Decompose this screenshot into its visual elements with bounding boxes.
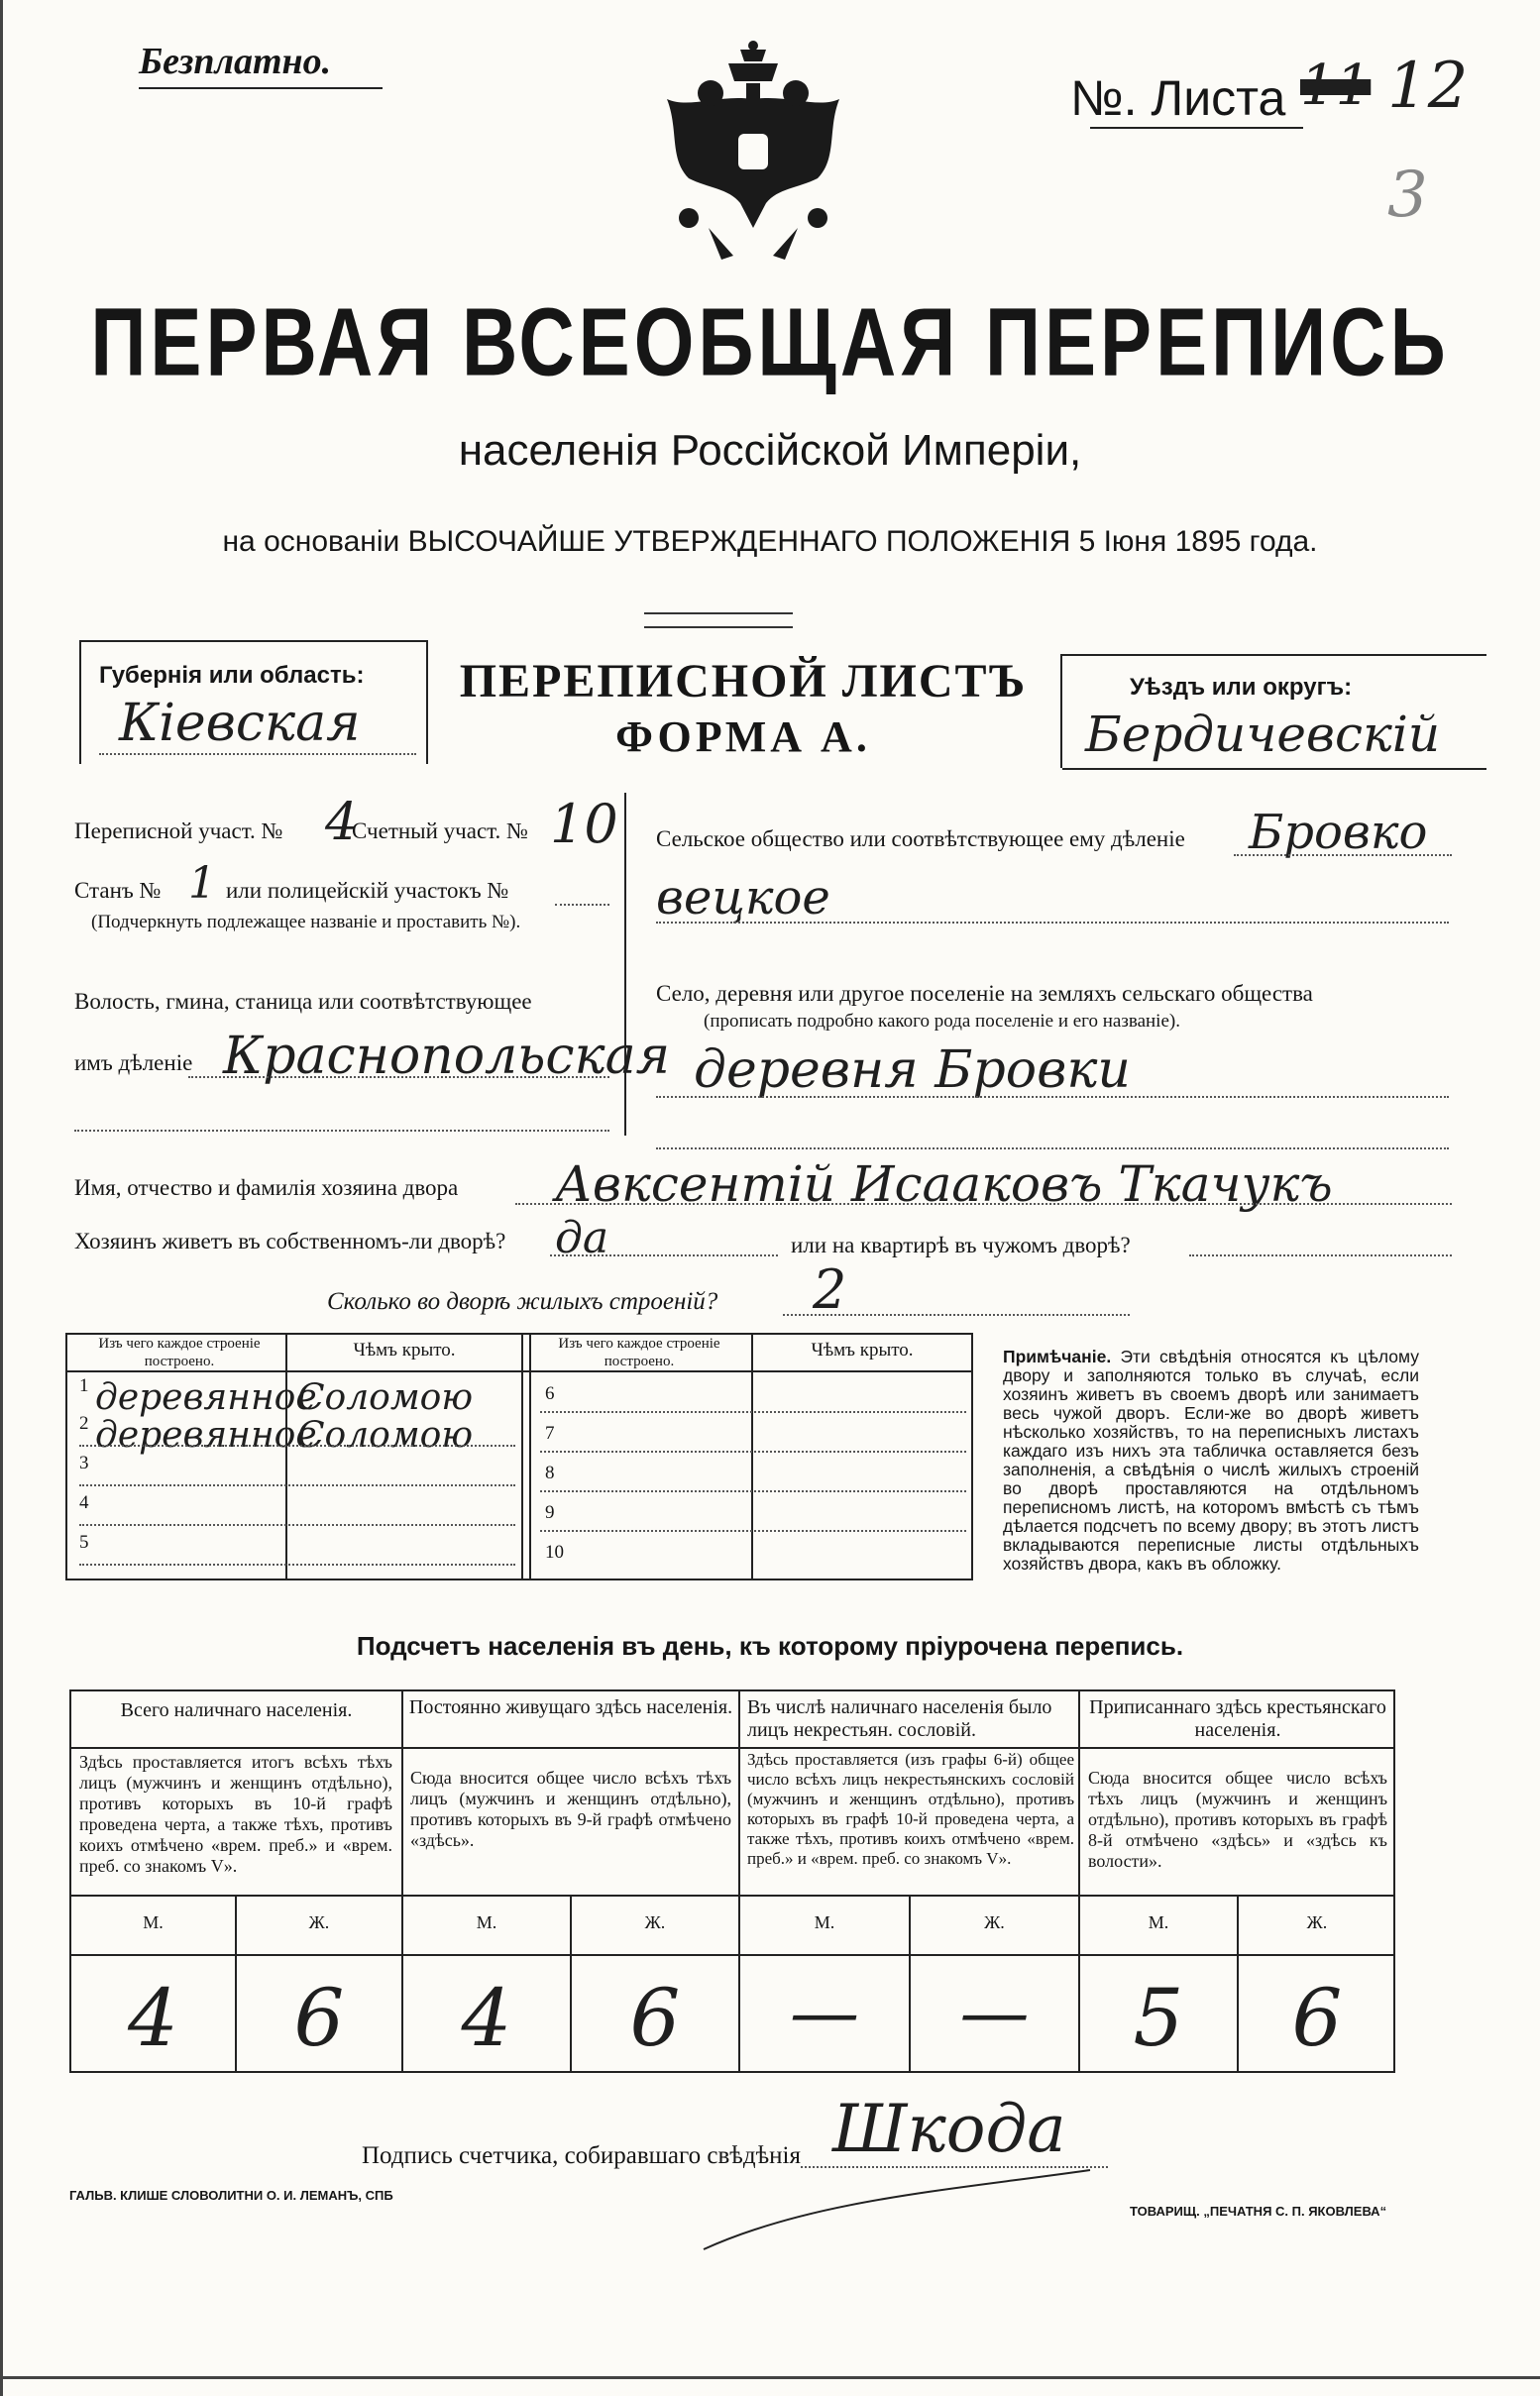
volost-dots <box>188 1076 609 1078</box>
building-row-num: 5 <box>79 1532 89 1553</box>
society-value-2: вецкое <box>656 870 830 926</box>
buildings-count-dots <box>783 1314 1130 1316</box>
pop-group-title: Въ числѣ наличнаго населенія было лицъ некрестьян. сословій. <box>747 1696 1052 1741</box>
village-label: Село, деревня или другое поселеніе на земляхъ сельскаго общества <box>656 981 1313 1006</box>
police-label: или полицейскій участокъ № <box>226 878 509 903</box>
census-section-value: 4 <box>325 793 359 852</box>
corner-mark: 3 <box>1387 159 1428 232</box>
building-row-num: 2 <box>79 1413 89 1434</box>
pop-f-label: Ж. <box>644 1912 666 1932</box>
pop-m-label: М. <box>476 1912 497 1932</box>
form-subtitle: ФОРМА А. <box>615 712 871 761</box>
buildings-count-value: 2 <box>813 1258 847 1321</box>
stan-value: 1 <box>188 858 216 909</box>
building-row-num: 3 <box>79 1453 89 1473</box>
police-note: (Подчеркнуть подлежащее названіе и проставить №). <box>91 912 521 932</box>
village-dots-1 <box>656 1096 1449 1098</box>
district-value: Бердичевскій <box>1085 706 1441 763</box>
pop-group-desc: Здѣсь проставляется (изъ графы 6-й) общее число всѣхъ лицъ некрестьянскихъ сословій (мужчинъ и женщинъ отдѣльно), противъ которыхъ въ графѣ 10-й проведена черта, а также тѣхъ, противъ коихъ отмѣчено «врем. преб.» и «врем. преб. со знакомъ V». <box>747 1750 1074 1868</box>
page-title: ПЕРВАЯ ВСЕОБЩАЯ ПЕРЕПИСЬ <box>90 286 1450 396</box>
volost-value: Краснопольская <box>223 1027 671 1086</box>
buildings-right-col-material: Изъ чего каждое строеніе построено. <box>558 1336 720 1369</box>
pop-m-value: 5 <box>1133 1972 1184 2064</box>
district-box-left <box>1060 654 1062 768</box>
collector-signature: Шкода <box>832 2091 1066 2167</box>
free-underline <box>139 87 383 89</box>
buildings-col-right <box>751 1333 753 1580</box>
society-dots-2 <box>656 922 1449 924</box>
province-label: Губернія или область: <box>99 662 365 689</box>
building-row-roof: Соломою <box>297 1415 474 1456</box>
census-section-label: Переписной участ. № <box>74 818 283 843</box>
pop-m-value: — <box>790 1972 859 2053</box>
pop-f-label: Ж. <box>1306 1912 1328 1932</box>
province-box-top <box>79 640 426 642</box>
owner-rent-dots <box>1189 1254 1452 1256</box>
pop-f-label: Ж. <box>308 1912 330 1932</box>
free-label: Безплатно. <box>139 41 332 82</box>
society-value-1: Бровко <box>1249 805 1428 860</box>
district-box-top <box>1060 654 1486 656</box>
ornament-divider <box>644 612 793 628</box>
society-dots-1 <box>1234 854 1452 856</box>
province-box-left <box>79 640 81 764</box>
district-underline <box>1062 768 1486 770</box>
building-row-num: 8 <box>545 1463 555 1483</box>
pop-f-value: — <box>959 1972 1030 2053</box>
owner-own-value: да <box>555 1213 609 1263</box>
buildings-note <box>1003 1348 1419 1574</box>
building-row-dots <box>79 1564 515 1566</box>
building-row-num: 4 <box>79 1492 89 1513</box>
buildings-right-col-roof: Чѣмъ крыто. <box>811 1340 914 1361</box>
building-row-dots <box>540 1490 966 1492</box>
buildings-note-title: Примѣчаніе. <box>1003 1347 1112 1366</box>
owner-name-dots <box>515 1203 1452 1205</box>
village-note: (прописать подробно какого рода поселеніе и его названіе). <box>704 1011 1180 1032</box>
building-row-num: 7 <box>545 1423 555 1444</box>
owner-name-value: Авксентій Исааковъ Ткачукъ <box>555 1155 1333 1213</box>
basis-line: на основаніи ВЫСОЧАЙШЕ УТВЕРЖДЕННАГО ПОЛОЖЕНІЯ 5 Іюня 1895 года. <box>222 525 1318 558</box>
police-dots <box>555 904 609 906</box>
sheet-underline <box>1090 127 1303 129</box>
buildings-left-col-material: Изъ чего каждое строеніе построено. <box>98 1336 261 1369</box>
population-heading: Подсчетъ населенія въ день, къ которому пріурочена перепись. <box>356 1631 1184 1661</box>
building-row-num: 1 <box>79 1375 89 1396</box>
province-box-right <box>426 640 428 764</box>
building-row-dots <box>79 1484 515 1486</box>
pop-desc-line <box>69 1895 1395 1897</box>
village-value: деревня Бровки <box>694 1040 1131 1100</box>
owner-rent-label: или на квартирѣ въ чужомъ дворѣ? <box>791 1233 1131 1257</box>
pop-f-label: Ж. <box>984 1912 1005 1932</box>
buildings-note-text: Эти свѣдѣнія относятся къ цѣлому двору и заполняются только въ случаѣ, если хозяинъ живетъ въ своемъ дворѣ или занимаетъ весь чужой дворъ. Если-же во дворѣ живетъ нѣсколько хозяйствъ, то на переписныхъ листахъ каждаго изъ нихъ эта табличка оставляется безъ заполненія, а свѣдѣнія о числѣ жилыхъ строеній во дворѣ проставляются на отдѣльномъ переписномъ листѣ, на которомъ вмѣстѣ съ тѣмъ дѣлается подсчетъ по всему двору; въ этотъ листъ вкладываются переписные листы отдѣльныхъ хозяйствъ двора, какъ въ обложку. <box>1003 1347 1419 1574</box>
buildings-header-line <box>65 1370 973 1372</box>
building-row-dots <box>540 1411 966 1413</box>
pop-group-title: Всего наличнаго населенія. <box>120 1699 353 1721</box>
page-bottom-edge <box>0 2376 1540 2379</box>
pop-m-label: М. <box>814 1912 835 1932</box>
village-dots-2 <box>656 1147 1449 1149</box>
volost-dots-2 <box>74 1130 609 1132</box>
counting-section-label: Счетный участ. № <box>352 818 528 843</box>
pop-f-value: 6 <box>629 1972 681 2064</box>
signature-flourish <box>694 2160 1110 2259</box>
pop-group-desc: Сюда вносится общее число всѣхъ тѣхъ лицъ (мужчинъ и женщинъ отдѣльно), противъ которыхъ въ графѣ 8-й отмѣчено «здѣсь» и «здѣсь къ волости». <box>1088 1768 1387 1871</box>
pop-m-value: 4 <box>128 1972 178 2064</box>
volost-label-1: Волость, гмина, станица или соотвѣтствующее <box>74 989 532 1014</box>
double-headed-eagle-emblem-icon <box>649 40 857 268</box>
form-title: ПЕРЕПИСНОЙ ЛИСТЪ <box>459 655 1028 708</box>
district-label: Уѣздъ или округъ: <box>1130 674 1353 701</box>
volost-label-2: имъ дѣленіе <box>74 1050 193 1075</box>
building-row-dots <box>540 1451 966 1453</box>
printer-right: ТОВАРИЩ. „ПЕЧАТНЯ С. П. ЯКОВЛЕВА“ <box>1130 2204 1387 2219</box>
buildings-left-col-roof: Чѣмъ крыто. <box>353 1340 456 1361</box>
pop-group-title: Постоянно живущаго здѣсь населенія. <box>408 1696 733 1718</box>
building-row-num: 10 <box>545 1542 564 1563</box>
counting-section-value: 10 <box>550 793 618 855</box>
sheet-label: №. Листа <box>1070 70 1286 126</box>
buildings-count-label: Сколько во дворѣ жилыхъ строеній? <box>327 1288 718 1315</box>
sheet-number: 12 <box>1387 50 1469 123</box>
owner-name-label: Имя, отчество и фамилія хозяина двора <box>74 1175 459 1200</box>
buildings-col-left <box>285 1333 287 1580</box>
building-row-material: деревянное <box>95 1415 317 1456</box>
building-row-num: 9 <box>545 1502 555 1523</box>
building-row-dots <box>79 1445 515 1447</box>
building-row-dots <box>79 1524 515 1526</box>
pop-m-value: 4 <box>461 1972 512 2064</box>
pop-f-value: 6 <box>1291 1972 1343 2064</box>
society-label: Сельское общество или соотвѣтствующее ему дѣленіе <box>656 826 1185 851</box>
building-row-num: 6 <box>545 1383 555 1404</box>
pop-f-value: 6 <box>293 1972 345 2064</box>
signature-label: Подпись счетчика, собиравшаго свѣдѣнія <box>362 2142 801 2169</box>
sheet-number-struck: 11 <box>1300 54 1372 118</box>
pop-mf-line <box>69 1954 1395 1956</box>
pop-group-desc: Сюда вносится общее число всѣхъ тѣхъ лицъ (мужчинъ и женщинъ отдѣльно), противъ которыхъ въ 9-й графѣ отмѣчено «здѣсь». <box>410 1768 731 1850</box>
printer-left: ГАЛЬВ. КЛИШЕ СЛОВОЛИТНИ О. И. ЛЕМАНЪ, СПБ <box>69 2188 393 2203</box>
pop-m-label: М. <box>1148 1912 1169 1932</box>
building-row-material: деревянное <box>95 1377 317 1418</box>
building-row-roof: Соломою <box>297 1377 474 1418</box>
page-subtitle: населенія Россійской Имперіи, <box>458 426 1082 475</box>
pop-title-line <box>69 1747 1395 1749</box>
pop-group-desc: Здѣсь проставляется итогъ всѣхъ тѣхъ лицъ (мужчинъ и женщинъ отдѣльно), противъ которыхъ въ 10-й графѣ проведена черта, а также тѣхъ, противъ коихъ отмѣчено «врем. преб.» и «врем. преб. со знакомъ V». <box>79 1752 392 1876</box>
pop-group-title: Приписаннаго здѣсь крестьянскаго населенія. <box>1089 1696 1386 1741</box>
stan-label: Станъ № <box>74 878 162 903</box>
province-dots <box>99 753 416 755</box>
owner-own-dots <box>550 1254 778 1256</box>
pop-m-label: М. <box>143 1912 164 1932</box>
province-value: Кіевская <box>119 694 361 753</box>
buildings-mid-2 <box>529 1333 531 1580</box>
building-row-dots <box>540 1530 966 1532</box>
buildings-mid-1 <box>521 1333 523 1580</box>
owner-own-label: Хозяинъ живетъ въ собственномъ-ли дворѣ? <box>74 1229 506 1253</box>
